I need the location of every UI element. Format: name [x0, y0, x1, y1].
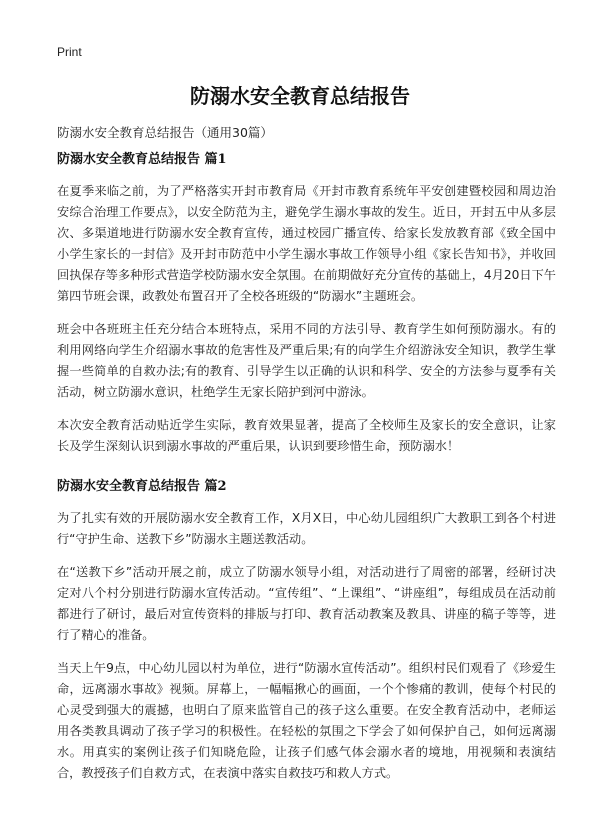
section-2: [57, 475, 556, 784]
section-heading: 防溺水安全教育总结报告 篇2: [57, 479, 227, 494]
paragraph: 为了扎实有效的开展防溺水安全教育工作，X月X日，中心幼儿园组织广大教职工到各个村进行“守护生命、送教下乡”防溺水主题送教活动。: [57, 511, 556, 546]
paragraph: 在“送教下乡”活动开展之前，成立了防溺水领导小组，对活动进行了周密的部署，经研讨决定对八个村分别进行防溺水宣传活动。“宣传组”、“上课组”、“讲座组”，每组成员在活动前都进行了研讨，最后对宣传资料的排版与打印、教育活动教案及教具、讲座的稿子等等，进行了精心的准备。: [57, 565, 556, 642]
print-link[interactable]: Print: [57, 45, 82, 59]
paragraph: 本次安全教育活动贴近学生实际，教育效果显著，提高了全校师生及家长的安全意识，让家长及学生深刻认识到溺水事故的严重后果，认识到要珍惜生命，预防溺水！: [57, 418, 556, 453]
document-title: 防溺水安全教育总结报告: [190, 84, 410, 108]
document-subtitle: 防溺水安全教育总结报告（通用30篇）: [57, 125, 273, 140]
paragraph: 在夏季来临之前，为了严格落实开封市教育局《开封市教育系统年平安创建暨校园和周边治安综合治理工作要点》，以安全防范为主，避免学生溺水事故的发生。近日，开封五中从多层次、多渠道地进行防溺水安全教育宣传，通过校园广播宣传、给家长发放教育部《致全国中小学生家长的一封信》及开封市防范中小学生溺水事故工作领导小组《家长告知书》，并收回回执保存等多种形式营造学校防溺水安全氛围。在前期做好充分宣传的基础上，4月20日下午第四节班会课，政教处布置召开了全校各班级的“防溺水”主题班会。: [57, 184, 556, 303]
section-heading: 防溺水安全教育总结报告 篇1: [57, 152, 227, 167]
paragraph: 当天上午9点，中心幼儿园以村为单位，进行“防溺水宣传活动”。组织村民们观看了《珍爱生命，远离溺水事故》视频。屏幕上，一幅幅揪心的画面，一个个惨痛的教训，使每个村民的心灵受到强大的震撼，也明白了原来监管自己的孩子这么重要。在安全教育活动中，老师运用各类教具调动了孩子学习的积极性。在轻松的氛围之下学会了如何保护自己，如何远离溺水。用真实的案例让孩子们知晓危险，让孩子们感气体会溺水者的境地，用视频和表演结合，教授孩子们自救方式，在表演中落实自救技巧和救人方式。: [57, 661, 556, 780]
section-1: [57, 148, 556, 457]
paragraph: 班会中各班班主任充分结合本班特点，采用不同的方法引导、教育学生如何预防溺水。有的利用网络向学生介绍溺水事故的危害性及严重后果;有的向学生介绍游泳安全知识，教学生掌握一些简单的自救办法;有的教育、引导学生以正确的认识和科学、安全的方法参与夏季有关活动，树立防溺水意识，杜绝学生无家长陪护到河中游泳。: [57, 322, 556, 399]
document-content: [57, 148, 556, 796]
